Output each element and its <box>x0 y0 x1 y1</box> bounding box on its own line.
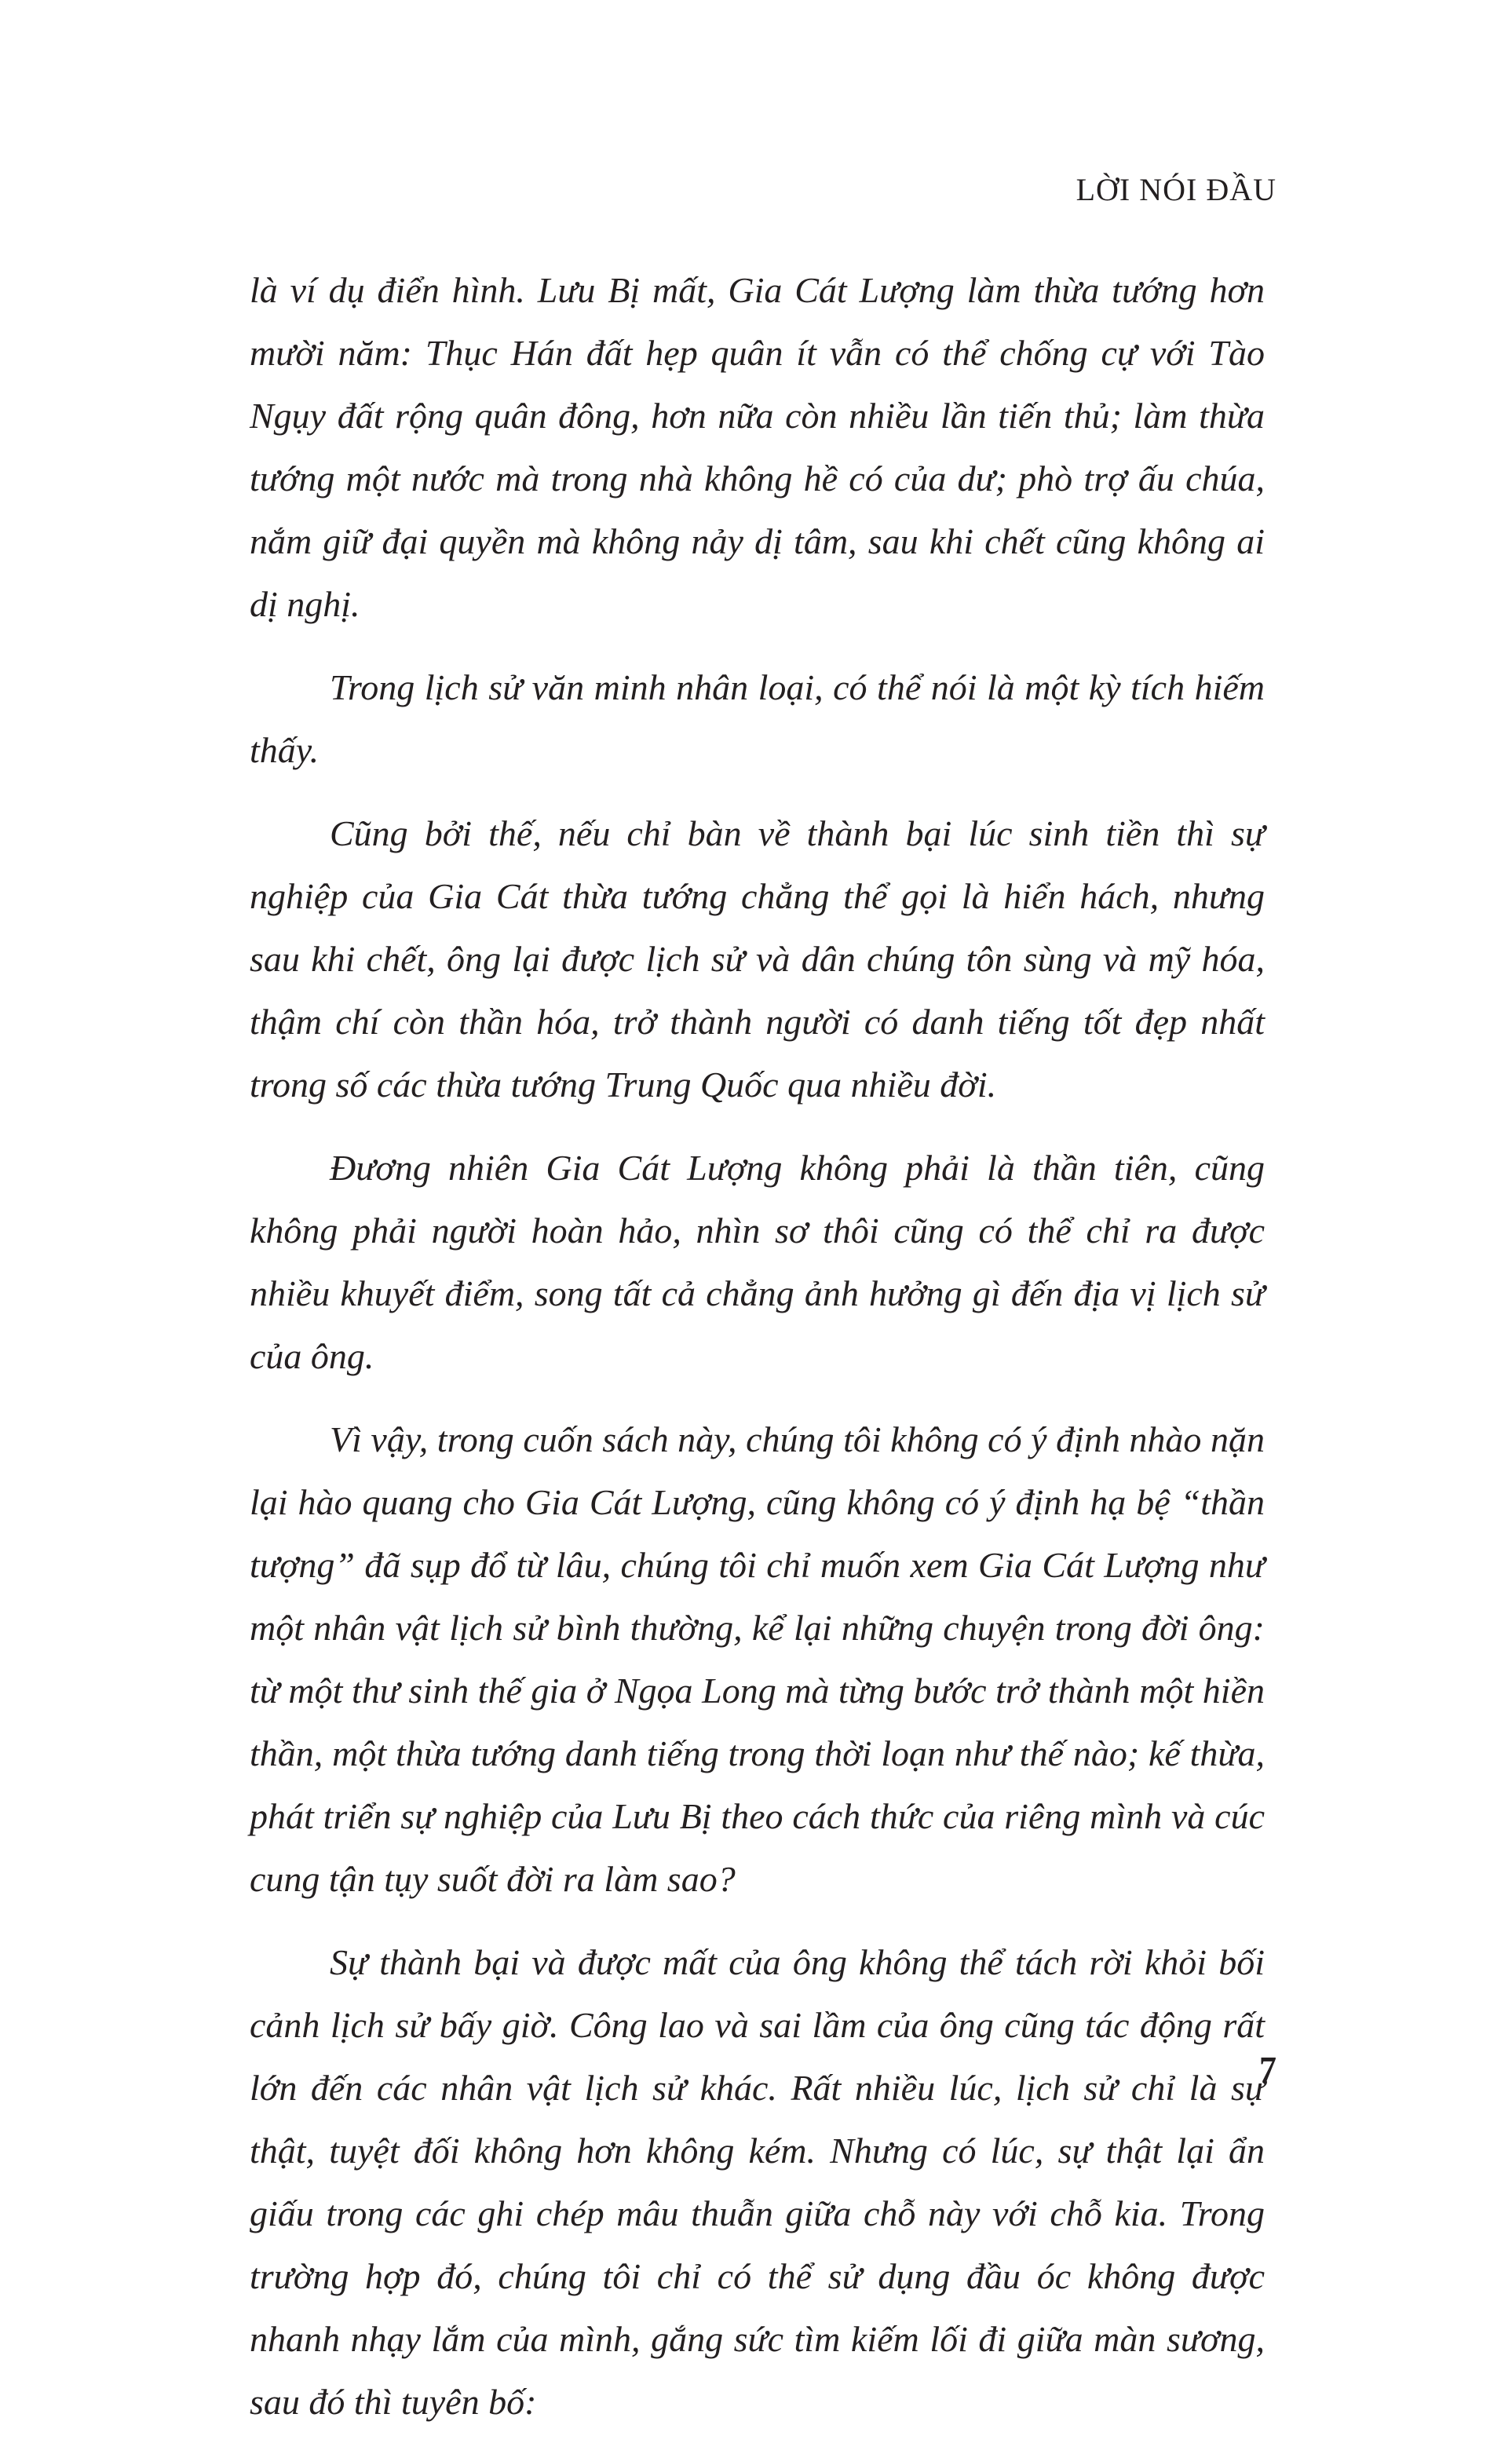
paragraph: Trong lịch sử văn minh nhân loại, có thể nói là một kỳ tích hiếm thấy. <box>250 667 1265 770</box>
paragraph: Cũng bởi thế, nếu chỉ bàn về thành bại lúc sinh tiền thì sự nghiệp của Gia Cát thừa tướng chẳng thể gọi là hiển hách, nhưng sau khi chết, ông lại được lịch sử và dân chúng tôn sùng và mỹ hóa, thậm chí còn thần hóa, trở thành người có danh tiếng tốt đẹp nhất trong số các thừa tướng Trung Quốc qua nhiều đời. <box>250 813 1265 1105</box>
paragraph: Sự thành bại và được mất của ông không thể tách rời khỏi bối cảnh lịch sử bấy giờ. Công lao và sai lầm của ông cũng tác động rất lớn đến các nhân vật lịch sử khác. Rất nhiều lúc, lịch sử chỉ là sự thật, tuyệt đối không hơn không kém. Nhưng có lúc, sự thật lại ẩn giấu trong các ghi chép mâu thuẫn giữa chỗ này với chỗ kia. Trong trường hợp đó, chúng tôi chỉ có thể sử dụng đầu óc không được nhanh nhạy lắm của mình, gắng sức tìm kiếm lối đi giữa màn sương, sau đó thì tuyên bố: <box>250 1942 1265 2422</box>
paragraph: Đương nhiên Gia Cát Lượng không phải là thần tiên, cũng không phải người hoàn hảo, nhìn sơ thôi cũng có thể chỉ ra được nhiều khuyết điểm, song tất cả chẳng ảnh hưởng gì đến địa vị lịch sử của ông. <box>250 1148 1265 1376</box>
body-text <box>250 259 1265 2454</box>
running-header: LỜI NÓI ĐẦU <box>1076 172 1276 207</box>
paragraph: Vì vậy, trong cuốn sách này, chúng tôi không có ý định nhào nặn lại hào quang cho Gia Cát Lượng, cũng không có ý định hạ bệ “thần tượng” đã sụp đổ từ lâu, chúng tôi chỉ muốn xem Gia Cát Lượng như một nhân vật lịch sử bình thường, kể lại những chuyện trong đời ông: từ một thư sinh thế gia ở Ngọa Long mà từng bước trở thành một hiền thần, một thừa tướng danh tiếng trong thời loạn như thế nào; kế thừa, phát triển sự nghiệp của Lưu Bị theo cách thức của riêng mình và cúc cung tận tụy suốt đời ra làm sao? <box>250 1419 1265 1899</box>
page-number: 7 <box>1259 2050 1276 2088</box>
paragraph-continued: là ví dụ điển hình. Lưu Bị mất, Gia Cát Lượng làm thừa tướng hơn mười năm: Thục Hán đất hẹp quân ít vẫn có thể chống cự với Tào Ngụy đất rộng quân đông, hơn nữa còn nhiều lần tiến thủ; làm thừa tướng một nước mà trong nhà không hề có của dư; phò trợ ấu chúa, nắm giữ đại quyền mà không nảy dị tâm, sau khi chết cũng không ai dị nghị. <box>250 270 1265 624</box>
